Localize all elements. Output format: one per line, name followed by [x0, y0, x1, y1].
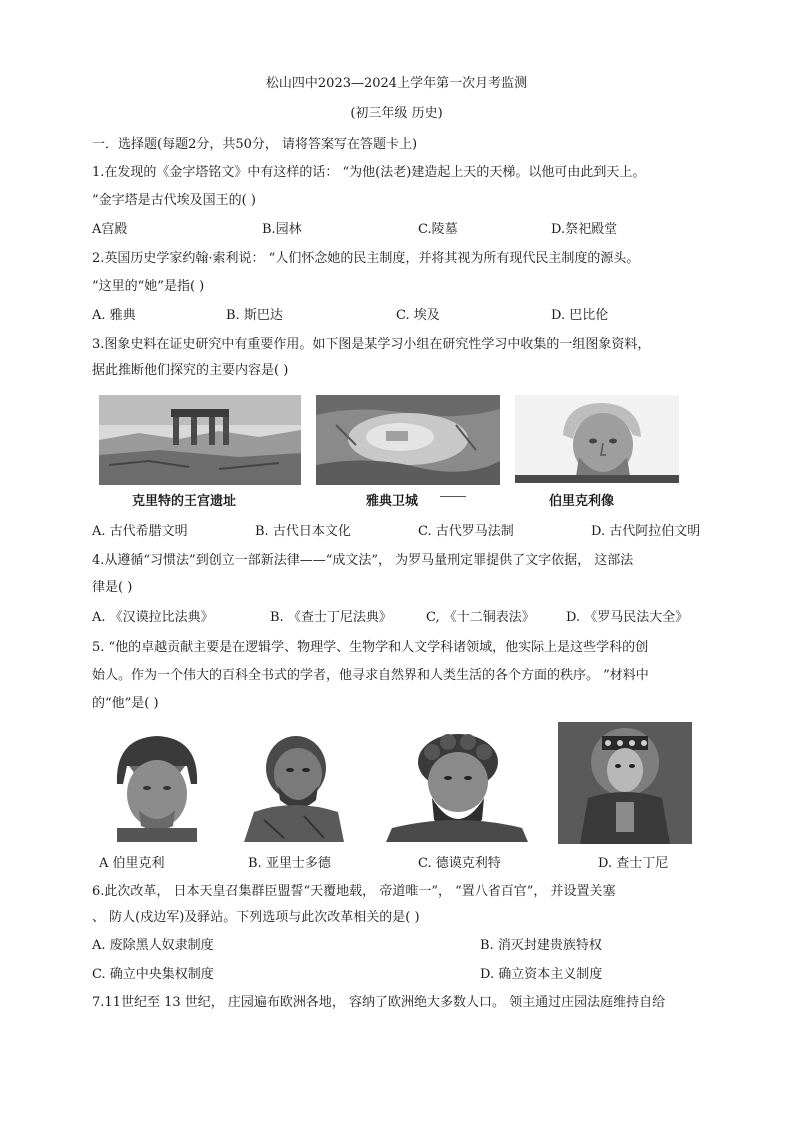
exam-subtitle: (初三年级 历史): [350, 106, 443, 121]
q6-option-c: C. 确立中央集权制度: [92, 967, 214, 982]
q2-option-d: D. 巴比伦: [551, 308, 609, 323]
q1-option-c: C.陵墓: [418, 222, 458, 237]
q2-option-c: C. 埃及: [396, 308, 440, 323]
q3-caption-1: 克里特的王宫遗址: [132, 494, 237, 509]
athens-acropolis-photo: [316, 395, 500, 485]
q4-option-b: B. 《查士丁尼法典》: [270, 610, 392, 625]
q5-stem-line3: 的“他”是( ): [92, 696, 159, 711]
q4-option-c: C, 《十二铜表法》: [426, 610, 535, 625]
q5-option-d: D. 查士丁尼: [598, 856, 669, 871]
q1-option-d: D.祭祀殿堂: [551, 222, 618, 237]
caption-dash: [440, 496, 466, 497]
democritus-bust: [372, 728, 540, 842]
pericles-bust-photo: [515, 395, 679, 483]
pericles-helmet-bust: [99, 728, 215, 842]
q7-stem-line1: 7.11世纪至 13 世纪， 庄园遍布欧洲各地， 容纳了欧洲绝大多数人口。 领主通过庄园法庭维持自给: [92, 995, 666, 1010]
q3-stem-line1: 3.图象史料在证史研究中有重要作用。如下图是某学习小组在研究性学习中收集的一组图象资料，: [92, 337, 651, 352]
q4-option-d: D. 《罗马民法大全》: [566, 610, 689, 625]
aristotle-bust: [234, 728, 354, 842]
q3-option-c: C. 古代罗马法制: [418, 524, 514, 539]
q6-option-a: A. 废除黑人奴隶制度: [92, 938, 214, 953]
q4-option-a: A. 《汉谟拉比法典》: [92, 610, 214, 625]
q3-option-b: B. 古代日本文化: [255, 524, 351, 539]
q1-option-b: B.园林: [262, 222, 302, 237]
q5-stem-line1: 5. “他的卓越贡献主要是在逻辑学、物理学、生物学和人文学科诸领域，他实际上是这些学科的创: [92, 640, 649, 655]
exam-title: 松山四中2023—2024上学年第一次月考监测: [265, 76, 528, 91]
q2-option-b: B. 斯巴达: [226, 308, 283, 323]
q1-stem-line2: ”金字塔是古代埃及国王的( ): [92, 193, 256, 208]
q6-stem-line2: 、 防人(戍边军)及驿站。下列选项与此次改革相关的是( ): [92, 910, 420, 925]
q5-option-a: A 伯里克利: [99, 856, 165, 871]
q4-stem-line2: 律是( ): [92, 580, 133, 595]
q1-option-a: A宫殿: [92, 222, 128, 237]
q4-stem-line1: 4.从遵循“习惯法”到创立一部新法律——“成文法”， 为罗马量刑定罪提供了文字依据， 这部法: [92, 553, 634, 568]
q2-option-a: A. 雅典: [92, 308, 136, 323]
q6-option-b: B. 消灭封建贵族特权: [480, 938, 602, 953]
justinian-mosaic: [558, 722, 692, 844]
q2-stem-line1: 2.英国历史学家约翰·索利说： “人们怀念她的民主制度，并将其视为所有现代民主制度的源头。: [92, 251, 640, 266]
q6-option-d: D. 确立资本主义制度: [480, 967, 603, 982]
q6-stem-line1: 6.此次改革， 日本天皇召集群臣盟誓“天覆地载， 帝道唯一”， “置八省百官”， 并设置关塞: [92, 884, 616, 899]
q2-stem-line2: ”这里的“她”是指( ): [92, 279, 205, 294]
q5-option-c: C. 德谟克利特: [418, 856, 501, 871]
q5-stem-line2: 始人。作为一个伟大的百科全书式的学者，他寻求自然界和人类生活的各个方面的秩序。 ”材料中: [92, 668, 649, 683]
q3-option-d: D. 古代阿拉伯文明: [591, 524, 701, 539]
q3-stem-line2: 据此推断他们探究的主要内容是( ): [92, 363, 289, 378]
crete-palace-ruins-photo: [99, 395, 301, 485]
q1-stem-line1: 1.在发现的《金字塔铭文》中有这样的话： “为他(法老)建造起上天的天梯。以他可由此到天上。: [92, 165, 646, 180]
q5-option-b: B. 亚里士多德: [248, 856, 331, 871]
q3-caption-3: 伯里克利像: [549, 494, 615, 509]
section-heading: 一．选择题(每题2分，共50分， 请将答案写在答题卡上): [92, 137, 418, 152]
q3-option-a: A. 古代希腊文明: [92, 524, 188, 539]
q3-caption-2: 雅典卫城: [366, 494, 419, 509]
